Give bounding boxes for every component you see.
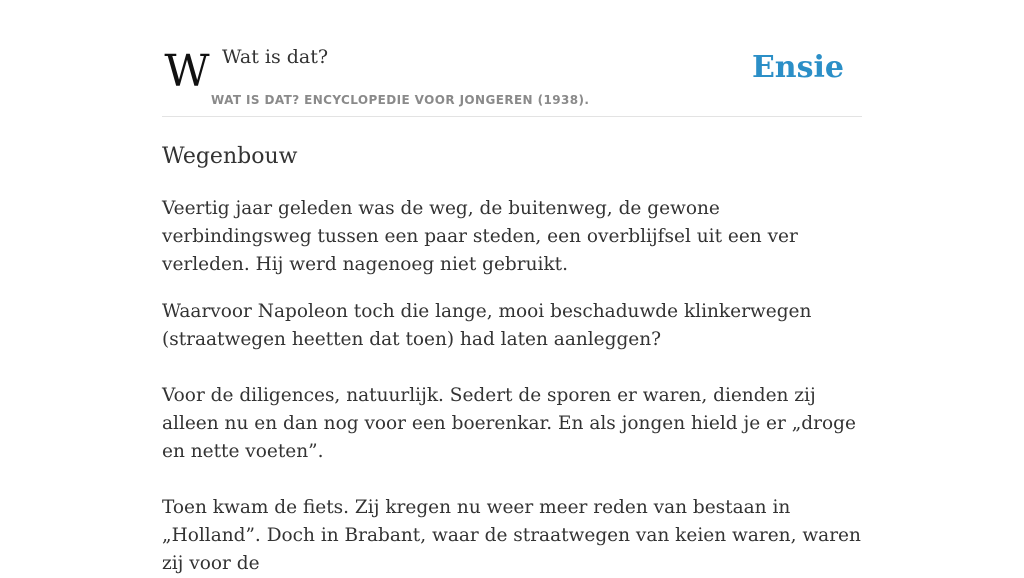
- page-container: [162, 0, 862, 578]
- book-subtitle: WAT IS DAT? ENCYCLOPEDIE VOOR JONGEREN (1938).: [211, 93, 590, 107]
- header: [162, 0, 862, 117]
- book-title[interactable]: Wat is dat?: [222, 46, 329, 68]
- brand-logo-link[interactable]: Ensie: [751, 50, 844, 85]
- article-paragraph: Veertig jaar geleden was de weg, de buitenweg, de gewone verbindingsweg tussen een paar steden, een overblijfsel uit een ver verleden. Hij werd nagenoeg niet gebruikt.: [162, 198, 798, 275]
- article-title: Wegenbouw: [162, 144, 298, 169]
- article-paragraph: Voor de diligences, natuurlijk. Sedert de sporen er waren, dienden zij alleen nu en dan nog voor een boerenkar. En als jongen hield je er „droge en nette voeten”.: [162, 385, 856, 462]
- wikisource-w-icon[interactable]: [164, 50, 210, 92]
- article-paragraph: Toen kwam de fiets. Zij kregen nu weer meer reden van bestaan in „Holland”. Doch in Brabant, waar de straatwegen van keien waren, waren zij voor de: [162, 497, 861, 574]
- article-paragraph: Waarvoor Napoleon toch die lange, mooi beschaduwde klinkerwegen (straatwegen heetten dat toen) had laten aanleggen?: [162, 301, 812, 350]
- svg-text:W: W: [164, 50, 210, 92]
